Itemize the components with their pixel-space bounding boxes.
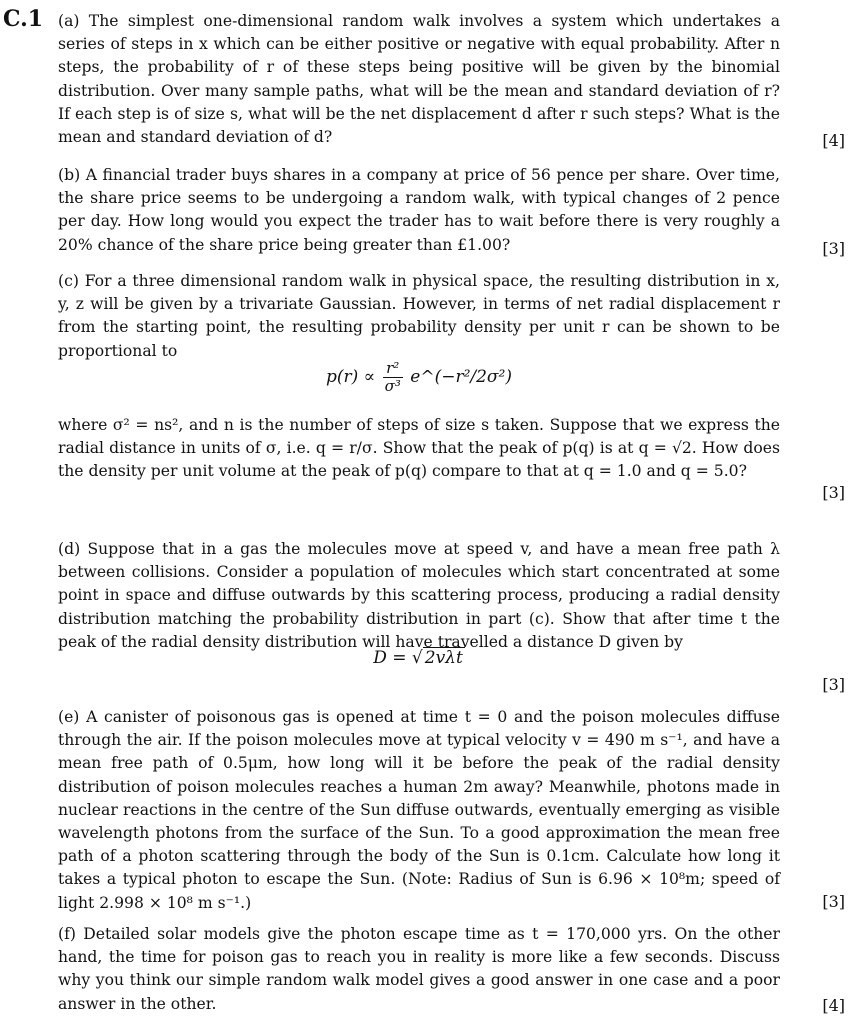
part-b-marks: [3] [822, 239, 845, 258]
part-d-text: (d) Suppose that in a gas the molecules move at speed v, and have a mean free path λ between collisions. Consider a population of molecules which start concentrated at some point in space and diffuse outwards by this scattering process, producing a radial density distribution matching the probability distribution in part (c). Show that after time t the peak of the radial density distribution will have travelled a distance D given by [58, 540, 780, 651]
part-e-text: (e) A canister of poisonous gas is opened at time t = 0 and the poison molecules diffuse through the air. If the poison molecules move at typical velocity v = 490 m s⁻¹, and have a mean free path of 0.5μm, how long will it be before the peak of the radial density distribution of poison molecules reaches a human 2m away? Meanwhile, photons made in nuclear reactions in the centre of the Sun diffuse outwards, eventually emerging as visible wavelength photons from the surface of the Sun. To a good approximation the mean free path of a photon scattering through the body of the Sun is 0.1cm. Calculate how long it takes a typical photon to escape the Sun. (Note: Radius of Sun is 6.96 × 10⁸m; speed of light 2.998 × 10⁸ m s⁻¹.) [58, 708, 780, 912]
part-e-marks: [3] [822, 892, 845, 911]
equation-c-fraction [383, 360, 403, 395]
question-label: C.1 [3, 6, 44, 32]
equation-c-denominator: σ³ [384, 377, 401, 395]
part-a-marks: [4] [822, 131, 845, 150]
part-f-marks: [4] [822, 996, 845, 1015]
equation-d-lhs: D = [373, 648, 407, 668]
part-d-marks: [3] [822, 675, 845, 694]
equation-c-lhs: p(r) ∝ [326, 367, 376, 387]
part-c-equation [58, 360, 780, 395]
part-f-text: (f) Detailed solar models give the photon escape time as t = 170,000 yrs. On the other hand, the time for poison gas to reach you in reality is more like a few seconds. Discuss why you think our simple random walk model gives a good answer in one case and a poor answer in the other. [58, 925, 780, 1013]
part-a-text: (a) The simplest one-dimensional random walk involves a system which undertakes a series of steps in x which can be either positive or negative with equal probability. After n steps, the probability of r of these steps being positive will be given by the binomial distribution. Over many sample paths, what will be the mean and standard deviation of r? If each step is of size s, what will be the net displacement d after r such steps? What is the mean and standard deviation of d? [58, 12, 780, 147]
part-d-equation: D = √ 2vλt [373, 648, 463, 668]
part-b-text: (b) A financial trader buys shares in a company at price of 56 pence per share. Over time, the share price seems to be undergoing a random walk, with typical changes of 2 pence per day. How long would you expect the trader has to wait before there is very roughly a 20% chance of the share price being greater than £1.00? [58, 166, 780, 254]
part-c-text-after: where σ² = ns², and n is the number of steps of size s taken. Suppose that we express the radial distance in units of σ, i.e. q = r/σ. Show that the peak of p(q) is at q = √2. How does the density per unit volume at the peak of p(q) compare to that at q = 1.0 and q = 5.0? [58, 416, 780, 481]
equation-c-rhs: e^(−r²/2σ²) [410, 367, 512, 387]
part-c-text: (c) For a three dimensional random walk in physical space, the resulting distribution in x, y, z will be given by a trivariate Gaussian. However, in terms of net radial displacement r from the starting point, the resulting probability density per unit r can be shown to be proportional to [58, 272, 780, 360]
equation-d-radicand: 2vλt [424, 648, 463, 668]
part-c-marks: [3] [822, 483, 845, 502]
equation-c-numerator: r² [383, 360, 403, 378]
